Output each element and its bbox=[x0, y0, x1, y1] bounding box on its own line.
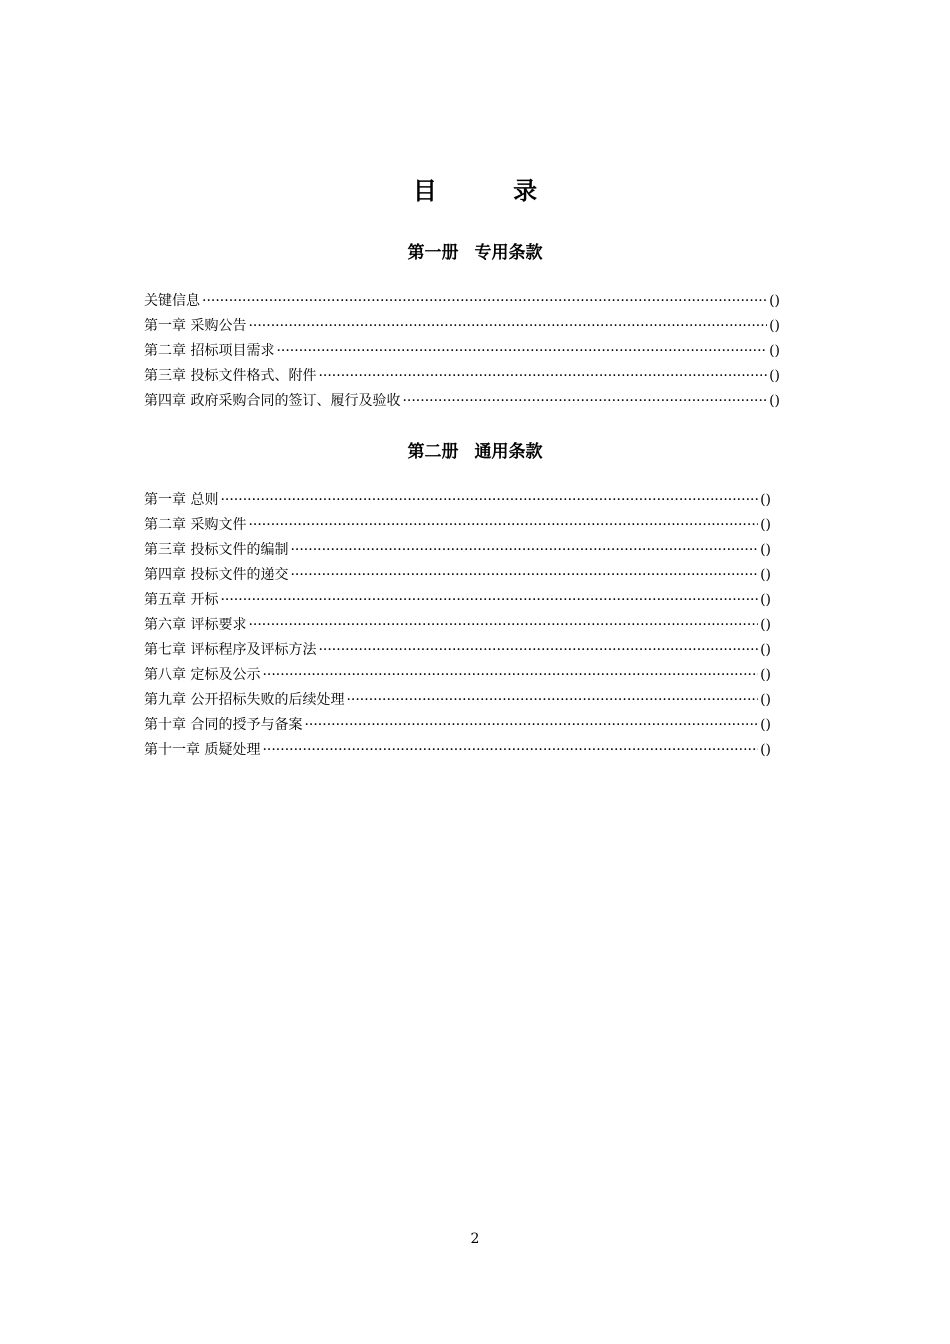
volume1-title: 第一册 专用条款 bbox=[407, 243, 543, 263]
toc-entry-page: () bbox=[760, 567, 771, 583]
volume1-toc-list bbox=[144, 289, 780, 414]
volume2-toc-list bbox=[144, 488, 771, 763]
toc-entry-page: () bbox=[769, 393, 780, 409]
toc-entry-page: () bbox=[769, 368, 780, 384]
toc-dot-leader bbox=[220, 488, 758, 513]
page-number: 2 bbox=[470, 1231, 480, 1247]
toc-entry-label: 第九章 公开招标失败的后续处理 bbox=[144, 692, 345, 708]
toc-dot-leader bbox=[202, 289, 767, 314]
toc-entry-label: 第二章 招标项目需求 bbox=[144, 343, 275, 359]
toc-entry-label: 第一章 采购公告 bbox=[144, 318, 247, 334]
toc-entry-page: () bbox=[760, 717, 771, 733]
toc-entry-page: () bbox=[760, 667, 771, 683]
toc-entry[interactable] bbox=[144, 563, 771, 588]
toc-dot-leader bbox=[318, 638, 758, 663]
toc-entry-page: () bbox=[760, 517, 771, 533]
toc-dot-leader bbox=[290, 538, 758, 563]
toc-entry[interactable] bbox=[144, 663, 771, 688]
toc-entry-page: () bbox=[760, 692, 771, 708]
toc-entry-label: 第七章 评标程序及评标方法 bbox=[144, 642, 317, 658]
toc-dot-leader bbox=[276, 339, 767, 364]
toc-dot-leader bbox=[402, 389, 767, 414]
toc-entry-label: 第五章 开标 bbox=[144, 592, 219, 608]
toc-entry-label: 第一章 总则 bbox=[144, 492, 219, 508]
toc-entry[interactable] bbox=[144, 339, 780, 364]
toc-entry-label: 第三章 投标文件的编制 bbox=[144, 542, 289, 558]
toc-entry[interactable] bbox=[144, 688, 771, 713]
toc-entry[interactable] bbox=[144, 588, 771, 613]
toc-entry-label: 第六章 评标要求 bbox=[144, 617, 247, 633]
toc-dot-leader bbox=[318, 364, 767, 389]
toc-entry-label: 第四章 投标文件的递交 bbox=[144, 567, 289, 583]
toc-entry-page: () bbox=[760, 492, 771, 508]
toc-dot-leader bbox=[290, 563, 758, 588]
toc-entry-label: 第十章 合同的授予与备案 bbox=[144, 717, 303, 733]
toc-entry-page: () bbox=[760, 542, 771, 558]
page-title: 目 录 bbox=[412, 177, 572, 205]
toc-dot-leader bbox=[304, 713, 758, 738]
toc-dot-leader bbox=[262, 738, 758, 763]
toc-dot-leader bbox=[262, 663, 758, 688]
volume2-title: 第二册 通用条款 bbox=[407, 442, 543, 462]
toc-dot-leader bbox=[248, 513, 758, 538]
toc-entry[interactable] bbox=[144, 513, 771, 538]
toc-entry[interactable] bbox=[144, 488, 771, 513]
toc-entry-label: 关键信息 bbox=[144, 293, 200, 309]
toc-entry-label: 第八章 定标及公示 bbox=[144, 667, 261, 683]
toc-entry-page: () bbox=[760, 642, 771, 658]
toc-entry[interactable] bbox=[144, 389, 780, 414]
toc-entry-label: 第二章 采购文件 bbox=[144, 517, 247, 533]
toc-dot-leader bbox=[220, 588, 758, 613]
toc-entry-page: () bbox=[760, 742, 771, 758]
toc-entry-page: () bbox=[769, 343, 780, 359]
toc-entry[interactable] bbox=[144, 613, 771, 638]
toc-entry-label: 第三章 投标文件格式、附件 bbox=[144, 368, 317, 384]
toc-entry[interactable] bbox=[144, 364, 780, 389]
toc-entry[interactable] bbox=[144, 289, 780, 314]
toc-dot-leader bbox=[346, 688, 758, 713]
toc-dot-leader bbox=[248, 613, 758, 638]
toc-entry[interactable] bbox=[144, 314, 780, 339]
toc-entry[interactable] bbox=[144, 713, 771, 738]
toc-dot-leader bbox=[248, 314, 767, 339]
toc-entry-page: () bbox=[760, 617, 771, 633]
toc-entry[interactable] bbox=[144, 638, 771, 663]
toc-entry-label: 第十一章 质疑处理 bbox=[144, 742, 261, 758]
toc-entry-page: () bbox=[769, 318, 780, 334]
toc-entry-page: () bbox=[769, 293, 780, 309]
toc-entry-label: 第四章 政府采购合同的签订、履行及验收 bbox=[144, 393, 401, 409]
toc-entry-page: () bbox=[760, 592, 771, 608]
toc-entry[interactable] bbox=[144, 738, 771, 763]
toc-entry[interactable] bbox=[144, 538, 771, 563]
